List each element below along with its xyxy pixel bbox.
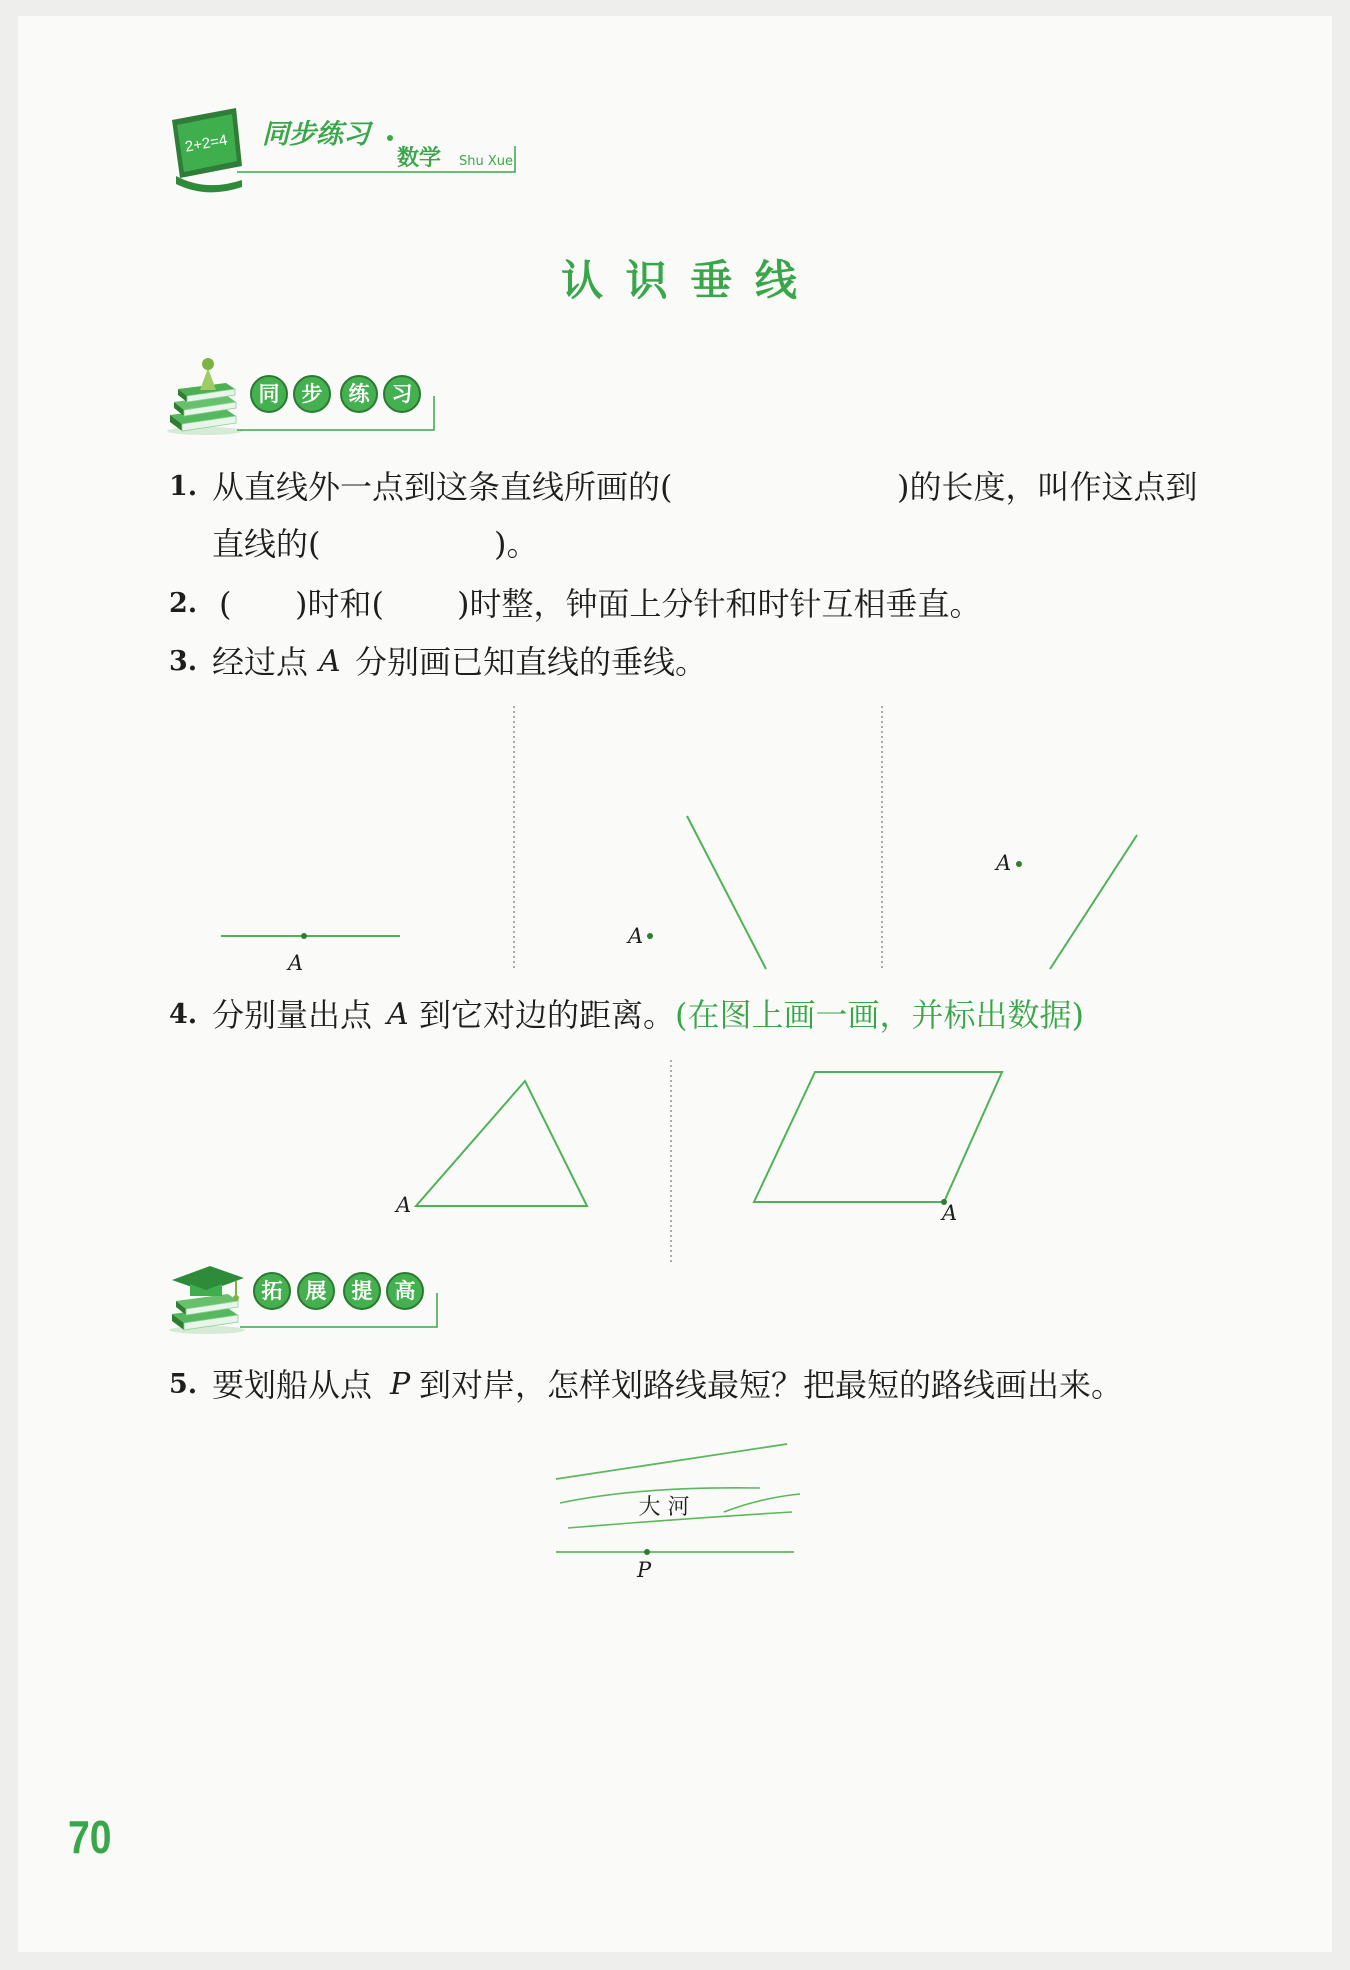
- section-practice-char: 练: [340, 375, 378, 413]
- question-number: 3.: [169, 646, 198, 677]
- section-practice-char: 步: [293, 375, 331, 413]
- q2-text: )时整，钟面上分针和时针互相垂直。: [457, 585, 982, 623]
- point-a-dot: [301, 933, 307, 939]
- q1-text: 直线的(: [212, 525, 321, 563]
- book-stack-icon: [167, 358, 243, 435]
- q2-text: )时和(: [295, 585, 384, 623]
- q5-point-name: P: [390, 1367, 411, 1402]
- question-number: 5.: [169, 1369, 198, 1400]
- q1-text: 从直线外一点到这条直线所画的(: [212, 468, 673, 506]
- q5-text: 到对岸，怎样划路线最短？把最短的路线画出来。: [419, 1366, 1124, 1404]
- point-a-dot: [647, 933, 653, 939]
- subject-pinyin: Shu Xue: [459, 154, 514, 169]
- question-number: 2.: [169, 588, 198, 619]
- page-number: 70: [68, 1811, 112, 1863]
- blackboard-logo-icon: [172, 108, 242, 192]
- q5-text: 要划船从点: [212, 1366, 373, 1404]
- river-label: 大 河: [638, 1495, 690, 1520]
- q4-hint: (在图上画一画，并标出数据): [675, 996, 1084, 1034]
- point-a-dot: [1016, 861, 1022, 867]
- header-dot: [387, 135, 393, 141]
- given-line-2: [687, 816, 766, 969]
- section-extension-char: 高: [386, 1272, 424, 1310]
- river-wave: [724, 1494, 800, 1512]
- question-number: 4.: [169, 999, 198, 1030]
- graduation-cap-books-icon: [169, 1266, 245, 1334]
- section-extension-char: 提: [343, 1272, 381, 1310]
- section-practice-rule: [237, 396, 434, 430]
- point-label: A: [628, 924, 644, 948]
- given-line-3: [1050, 835, 1137, 969]
- triangle: [416, 1081, 587, 1206]
- board-text: 2+2=4: [183, 131, 229, 156]
- section-extension-rule: [240, 1293, 437, 1327]
- q3-text: 分别画已知直线的垂线。: [355, 643, 708, 681]
- point-p-dot: [644, 1549, 650, 1555]
- parallelogram: [754, 1072, 1002, 1202]
- section-practice-char: 习: [383, 375, 421, 413]
- point-label: A: [396, 1193, 412, 1217]
- subject-name: 数学: [397, 146, 442, 171]
- point-label: A: [288, 951, 304, 975]
- point-label: P: [637, 1558, 652, 1582]
- river-far-bank: [556, 1444, 787, 1479]
- section-extension-char: 展: [297, 1272, 335, 1310]
- header-rule: [237, 146, 515, 172]
- q1-text: )。: [494, 525, 539, 563]
- point-label: A: [942, 1201, 958, 1225]
- point-label: A: [996, 851, 1012, 875]
- q3-text: 经过点: [212, 643, 309, 681]
- q1-text: )的长度，叫作这点到: [897, 468, 1198, 506]
- series-name: 同步练习: [262, 119, 370, 150]
- q4-text: 分别量出点: [212, 996, 373, 1034]
- q4-point-name: A: [387, 997, 409, 1032]
- question-number: 1.: [169, 471, 198, 502]
- q3-point-name: A: [319, 644, 341, 679]
- q4-text: 到它对边的距离。: [419, 996, 676, 1034]
- section-extension-char: 拓: [253, 1272, 291, 1310]
- page-title: 认 识 垂 线: [561, 256, 801, 305]
- q2-text: (: [219, 585, 232, 623]
- section-practice-char: 同: [250, 375, 288, 413]
